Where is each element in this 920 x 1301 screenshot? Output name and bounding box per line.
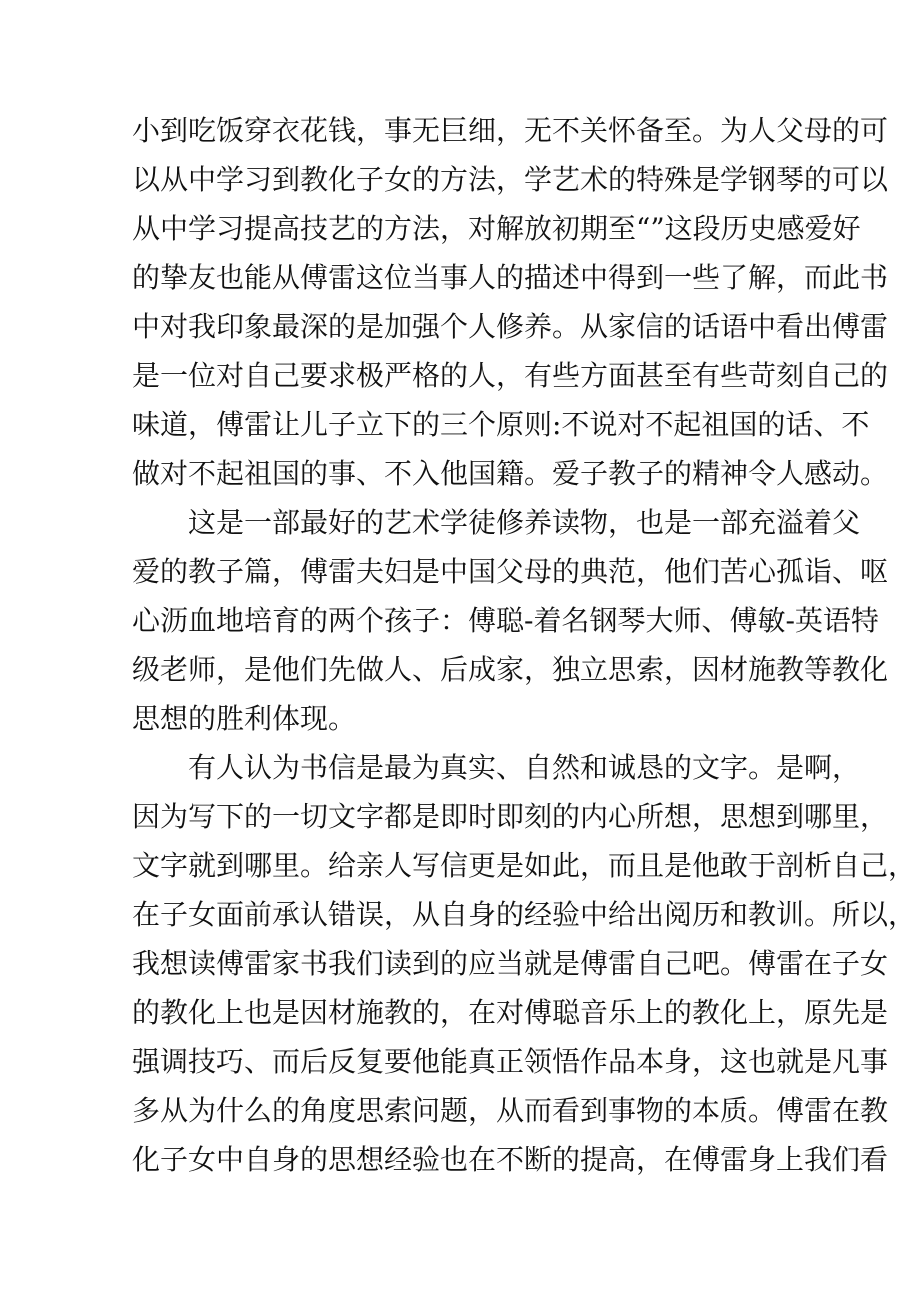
text-line: 级老师，是他们先做人、后成家，独立思索，因材施教等教化 [132, 653, 889, 686]
text-line: 因为写下的一切文字都是即时即刻的内心所想，思想到哪里， [132, 800, 889, 833]
text-line: 以从中学习到教化子女的方法，学艺术的特殊是学钢琴的可以 [132, 163, 889, 196]
text-line: 爱的教子篇，傅雷夫妇是中国父母的典范，他们苦心孤诣、呕 [132, 555, 889, 588]
text-line: 中对我印象最深的是加强个人修养。从家信的话语中看出傅雷 [132, 310, 889, 343]
text-line: 小到吃饭穿衣花钱，事无巨细，无不关怀备至。为人父母的可 [132, 114, 889, 147]
text-line: 从中学习提高技艺的方法，对解放初期至“”这段历史感爱好 [132, 212, 861, 245]
text-line: 文字就到哪里。给亲人写信更是如此，而且是他敢于剖析自己， [132, 849, 917, 882]
text-line: 在子女面前承认错误，从自身的经验中给出阅历和教训。所以， [132, 898, 917, 931]
text-line: 化子女中自身的思想经验也在不断的提高，在傅雷身上我们看 [132, 1143, 889, 1176]
document-body [132, 106, 917, 1184]
text-line: 是一位对自己要求极严格的人，有些方面甚至有些苛刻自己的 [132, 359, 889, 392]
paragraph-2 [132, 498, 889, 743]
text-line: 思想的胜利体现。 [132, 702, 357, 735]
text-line: 的教化上也是因材施教的，在对傅聪音乐上的教化上，原先是 [132, 996, 889, 1029]
text-line: 我想读傅雷家书我们读到的应当就是傅雷自己吧。傅雷在子女 [132, 947, 889, 980]
text-line: 强调技巧、而后反复要他能真正领悟作品本身，这也就是凡事 [132, 1045, 889, 1078]
text-line: 味道，傅雷让儿子立下的三个原则:不说对不起祖国的话、不 [132, 408, 870, 441]
paragraph-3 [132, 743, 917, 1184]
text-line: 有人认为书信是最为真实、自然和诚恳的文字。是啊， [188, 751, 861, 784]
text-line: 心沥血地培育的两个孩子：傅聪-着名钢琴大师、傅敏-英语特 [132, 604, 879, 637]
text-line: 多从为什么的角度思索问题，从而看到事物的本质。傅雷在教 [132, 1094, 889, 1127]
text-line: 这是一部最好的艺术学徒修养读物，也是一部充溢着父 [188, 506, 861, 539]
text-line: 做对不起祖国的事、不入他国籍。爱子教子的精神令人感动。 [132, 457, 889, 490]
text-line: 的挚友也能从傅雷这位当事人的描述中得到一些了解，而此书 [132, 261, 889, 294]
paragraph-1 [132, 106, 889, 498]
